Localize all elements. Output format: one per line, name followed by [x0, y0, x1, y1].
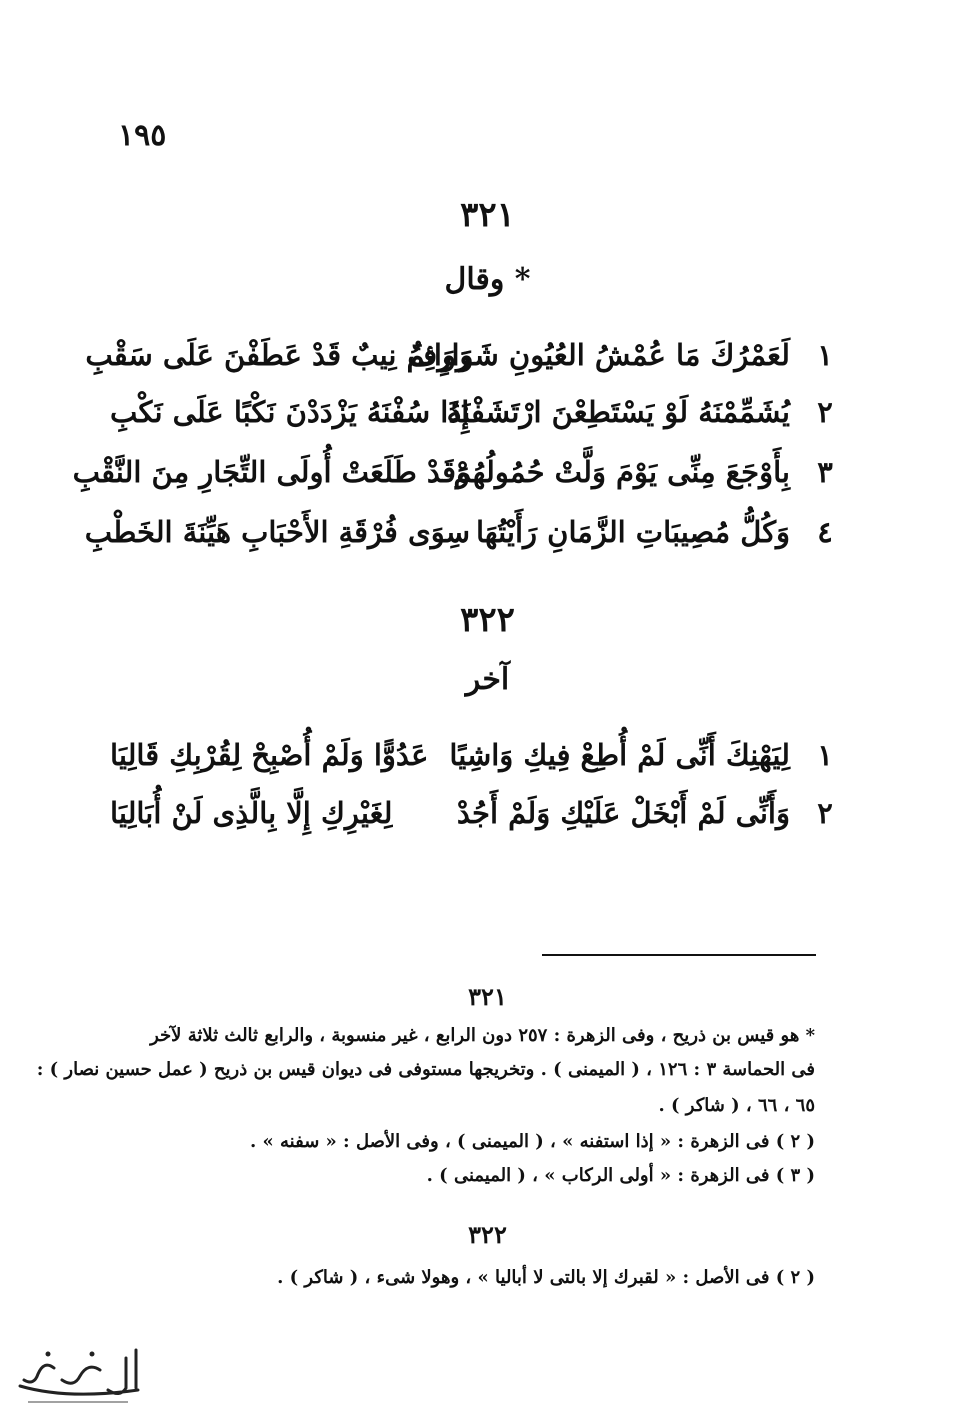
verse-second-hemistich: عَدُوًّا وَلَمْ أُصْبِحْ لِقُرْبِكِ قَالِيَا: [110, 738, 429, 772]
poem-322-verse-1: [110, 730, 840, 780]
footnote-line: ( ٢ ) فى الزهرة : « إذا استفنه » ، ( الميمنى ) ، وفى الأصل : « سفنه » .: [249, 1131, 815, 1152]
verse-first-hemistich: لَعَمْرُكَ مَا عُمْشُ العُيُونِ شَوَارِفٌ: [407, 338, 790, 372]
poem-322-verse-2: [110, 788, 840, 838]
verse-first-hemistich: يُشَمِّمْنَهُ لَوْ يَسْتَطِعْنَ ارْتَشَفْنَهُ: [446, 395, 790, 429]
poem-321-verse-1: [85, 330, 840, 380]
footnote-separator: [542, 954, 816, 956]
verse-number: ٢: [817, 395, 833, 429]
verse-second-hemistich: إِذَا سُفْنَهُ يَزْدَدْنَ نَكْبًا عَلَى نَكْبِ: [110, 395, 470, 429]
verse-second-hemistich: رَوَائِمُ نِيبٌ قَدْ عَطَفْنَ عَلَى سَقْبِ: [85, 338, 470, 372]
page-number: ١٩٥: [118, 118, 167, 153]
footnote-321-number: ٣٢١: [468, 982, 507, 1011]
verse-first-hemistich: وَأَنِّى لَمْ أَبْخَلْ عَلَيْكِ وَلَمْ أَجُدْ: [456, 796, 790, 830]
watermark-logo: [8, 1340, 148, 1410]
footnote-line: ٦٥ ، ٦٦ ، ( شاكر ) .: [658, 1095, 815, 1116]
verse-first-hemistich: وَكُلُّ مُصِيبَاتِ الزَّمَانِ رَأَيْتُهَا: [475, 515, 790, 549]
poem-321-verse-4: [84, 507, 840, 557]
poem-322-number: ٣٢٢: [460, 600, 515, 640]
footnote-line: ( ٢ ) فى الأصل : « لقبرك إلا بالتى لا أباليا » ، وهولا شىء ، ( شاكر ) .: [277, 1267, 815, 1288]
verse-second-hemistich: لِغَيْرِكِ إِلَّا بِالَّذِى لَنْ أُبَالِيَا: [110, 796, 393, 830]
poem-321-number: ٣٢١: [460, 195, 515, 235]
verse-number: ٤: [817, 515, 833, 549]
verse-number: ١: [817, 738, 833, 772]
verse-number: ١: [817, 338, 833, 372]
verse-number: ٢: [817, 796, 833, 830]
verse-first-hemistich: لِيَهْنِكَ أَنِّى لَمْ أُطِعْ فِيكِ وَاشِيًا: [449, 738, 790, 772]
footnote-322-number: ٣٢٢: [468, 1220, 507, 1249]
verse-number: ٣: [817, 455, 833, 489]
verse-second-hemistich: سِوَى فُرْقَةِ الأَحْبَابِ هَيِّنَةَ الخَطْبِ: [84, 515, 470, 549]
poem-321-verse-3: [72, 447, 840, 497]
footnote-line: * هو قيس بن ذريح ، وفى الزهرة : ٢٥٧ دون الرابع ، غير منسوبة ، والرابع ثالث ثلاثة لآخر: [150, 1025, 815, 1046]
verse-second-hemistich: وَقَدْ طَلَعَتْ أُولَى التِّجَارِ مِنَ النَّقْبِ: [72, 455, 470, 489]
footnote-line: فى الحماسة ٣ : ١٢٦ ، ( الميمنى ) . وتخريجها مستوفى فى ديوان قيس بن ذريح ( عمل حسين نصار ) :: [36, 1059, 815, 1080]
poem-322-heading: آخر: [465, 662, 510, 697]
poem-321-verse-2: [110, 387, 840, 437]
poem-321-heading: وقال *: [444, 262, 531, 297]
verse-first-hemistich: بِأَوْجَعَ مِنِّى يَوْمَ وَلَّتْ حُمُولُهُمْ: [453, 455, 790, 489]
footnote-line: ( ٣ ) فى الزهرة : « أولى الركاب » ، ( الميمنى ) .: [426, 1165, 815, 1186]
